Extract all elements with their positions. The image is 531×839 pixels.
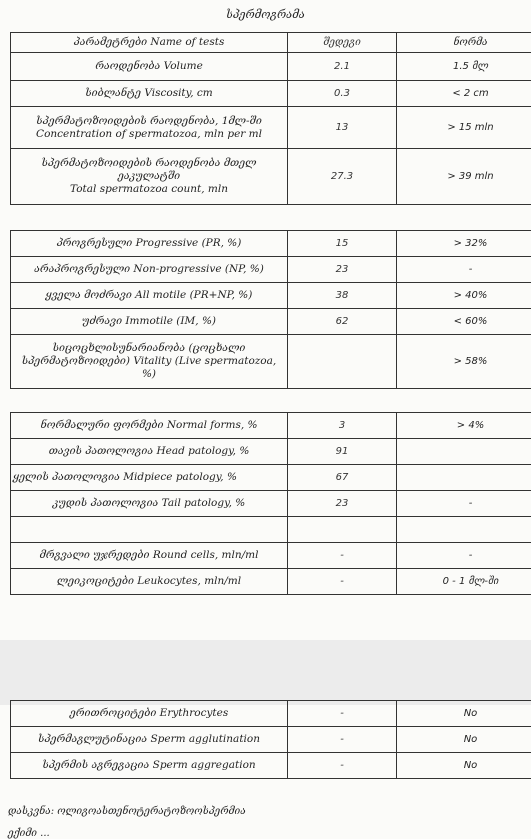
header-norm: ნორმა xyxy=(397,33,531,53)
row-label: სპერმატოზოიდების რაოდენობა მთელ ეაკულატში Total spermatozoa count, mln xyxy=(11,149,288,205)
row-label: რაოდენობა Volume xyxy=(11,53,288,81)
table-row xyxy=(11,465,531,491)
row-result: 2.1 xyxy=(288,53,397,81)
table-row xyxy=(11,491,531,517)
row-norm: 1.5 მლ xyxy=(397,53,531,81)
table-row xyxy=(11,543,531,569)
table-row xyxy=(11,231,531,257)
signature-text: ექიმი ... xyxy=(8,828,50,839)
row-result: 23 xyxy=(288,257,397,283)
page-gap xyxy=(0,640,531,705)
row-result: - xyxy=(288,569,397,595)
header-name: პარამეტრები Name of tests xyxy=(11,33,288,53)
table-row xyxy=(11,309,531,335)
row-norm: > 4% xyxy=(397,413,531,439)
row-label: არაპროგრესული Non-progressive (NP, %) xyxy=(11,257,288,283)
row-result: - xyxy=(288,727,397,753)
row-norm: > 32% xyxy=(397,231,531,257)
row-label: ყელის პათოლოგია Midpiece patology, % xyxy=(11,465,288,491)
row-result: - xyxy=(288,701,397,727)
row-label: ერითროციტები Erythrocytes xyxy=(11,701,288,727)
cells-table xyxy=(10,700,531,779)
row-norm: < 2 cm xyxy=(397,81,531,107)
row-norm: > 40% xyxy=(397,283,531,309)
header-result: შედეგი xyxy=(288,33,397,53)
row-result: 13 xyxy=(288,107,397,149)
row-norm xyxy=(397,517,531,543)
row-norm: - xyxy=(397,257,531,283)
table-row xyxy=(11,413,531,439)
row-norm xyxy=(397,465,531,491)
report-title: სპერმოგრამა xyxy=(226,8,305,21)
row-label: თავის პათოლოგია Head patology, % xyxy=(11,439,288,465)
row-result: 91 xyxy=(288,439,397,465)
row-label: ლეიკოციტები Leukocytes, mln/ml xyxy=(11,569,288,595)
row-label: პროგრესული Progressive (PR, %) xyxy=(11,231,288,257)
row-label xyxy=(11,517,288,543)
table-row xyxy=(11,753,531,779)
table-row xyxy=(11,569,531,595)
table-row xyxy=(11,107,531,149)
row-norm: - xyxy=(397,491,531,517)
row-label: კუდის პათოლოგია Tail patology, % xyxy=(11,491,288,517)
row-norm: - xyxy=(397,543,531,569)
row-result: 3 xyxy=(288,413,397,439)
row-result: - xyxy=(288,753,397,779)
row-norm: < 60% xyxy=(397,309,531,335)
table-row xyxy=(11,701,531,727)
row-label: სპერმატოზოიდების რაოდენობა, 1მლ-ში Concentration of spermatozoa, mln per ml xyxy=(11,107,288,149)
table-row xyxy=(11,81,531,107)
motility-table xyxy=(10,230,531,389)
row-label: სპერმაგლუტინაცია Sperm agglutination xyxy=(11,727,288,753)
row-result: 67 xyxy=(288,465,397,491)
row-result: 0.3 xyxy=(288,81,397,107)
row-result: 27.3 xyxy=(288,149,397,205)
morphology-table xyxy=(10,412,531,595)
row-norm: No xyxy=(397,753,531,779)
row-norm: No xyxy=(397,701,531,727)
diagnosis-text: დასკვნა: ოლიგოასთენოტერატოზოოსპერმია xyxy=(8,806,246,817)
row-norm: > 58% xyxy=(397,335,531,389)
row-label: ნორმალური ფორმები Normal forms, % xyxy=(11,413,288,439)
table-row xyxy=(11,283,531,309)
parameters-table xyxy=(10,32,531,205)
row-label: სიბლანტე Viscosity, cm xyxy=(11,81,288,107)
row-label: სპერმის აგრეგაცია Sperm aggregation xyxy=(11,753,288,779)
table-row xyxy=(11,335,531,389)
row-result: 38 xyxy=(288,283,397,309)
row-result: 23 xyxy=(288,491,397,517)
table-row xyxy=(11,727,531,753)
row-label: უძრავი Immotile (IM, %) xyxy=(11,309,288,335)
row-result xyxy=(288,517,397,543)
row-norm: No xyxy=(397,727,531,753)
row-norm: 0 - 1 მლ-ში xyxy=(397,569,531,595)
row-result: - xyxy=(288,543,397,569)
row-label: სიცოცხლისუნარიანობა (ცოცხალი სპერმატოზოიდები) Vitality (Live spermatozoa, %) xyxy=(11,335,288,389)
table-header-row xyxy=(11,33,531,53)
row-result xyxy=(288,335,397,389)
row-result: 62 xyxy=(288,309,397,335)
row-label: ყველა მოძრავი All motile (PR+NP, %) xyxy=(11,283,288,309)
table-row xyxy=(11,53,531,81)
table-row xyxy=(11,149,531,205)
table-row xyxy=(11,257,531,283)
row-norm: > 39 mln xyxy=(397,149,531,205)
row-label: მრგვალი უჯრედები Round cells, mln/ml xyxy=(11,543,288,569)
row-result: 15 xyxy=(288,231,397,257)
table-row xyxy=(11,439,531,465)
row-norm xyxy=(397,439,531,465)
row-norm: > 15 mln xyxy=(397,107,531,149)
table-row xyxy=(11,517,531,543)
